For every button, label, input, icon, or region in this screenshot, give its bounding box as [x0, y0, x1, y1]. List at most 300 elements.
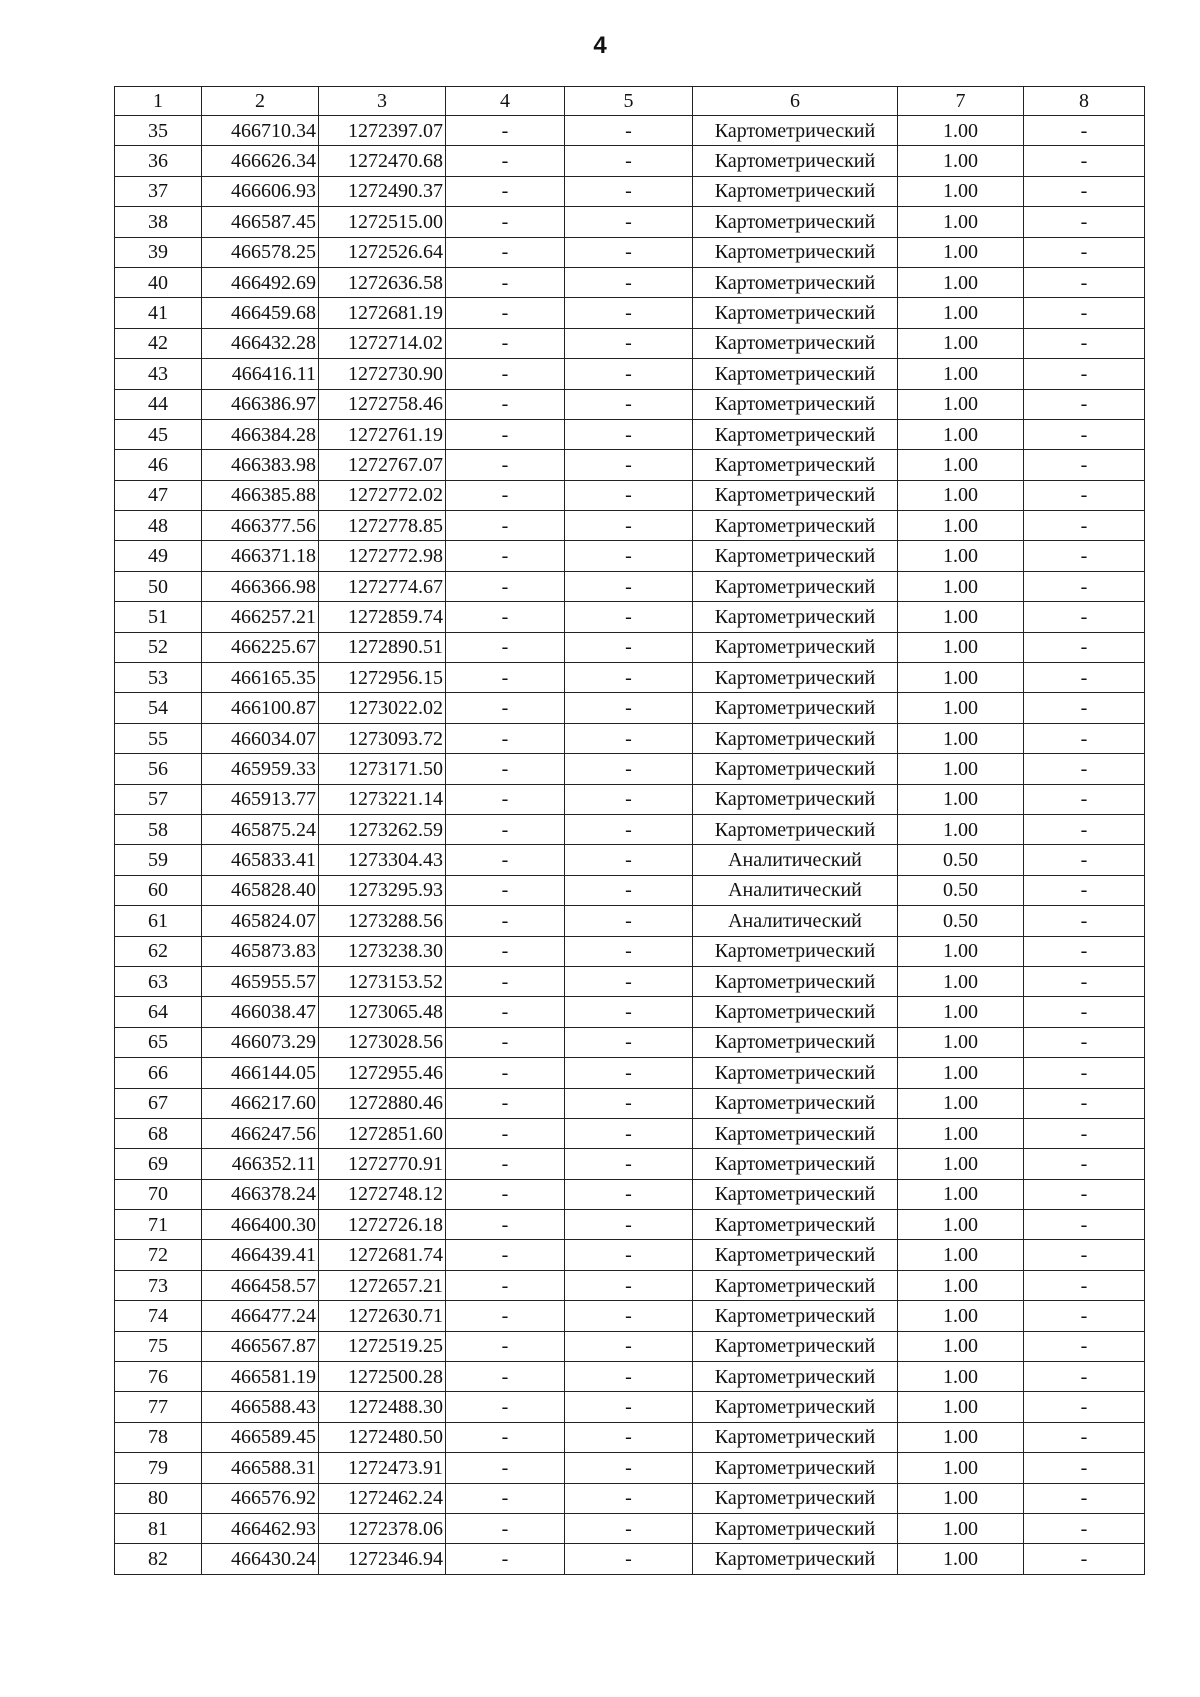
table-cell: -: [1024, 936, 1145, 966]
table-cell: -: [565, 693, 693, 723]
table-cell: 60: [115, 875, 202, 905]
table-row: [115, 784, 1145, 814]
table-cell: 1.00: [898, 997, 1024, 1027]
table-cell: 1273262.59: [319, 814, 446, 844]
table-cell: -: [1024, 541, 1145, 571]
table-cell: -: [565, 966, 693, 996]
table-cell: -: [446, 1027, 565, 1057]
table-cell: Аналитический: [693, 845, 898, 875]
table-cell: 59: [115, 845, 202, 875]
table-cell: -: [565, 1362, 693, 1392]
table-cell: -: [446, 784, 565, 814]
table-cell: Картометрический: [693, 1210, 898, 1240]
table-cell: 1272851.60: [319, 1118, 446, 1148]
table-cell: 1272681.74: [319, 1240, 446, 1270]
table-cell: -: [1024, 784, 1145, 814]
table-cell: 1272490.37: [319, 176, 446, 206]
table-cell: -: [1024, 116, 1145, 146]
table-cell: -: [1024, 267, 1145, 297]
table-cell: 1273288.56: [319, 906, 446, 936]
table-cell: Картометрический: [693, 480, 898, 510]
table-cell: Картометрический: [693, 936, 898, 966]
page-number: 4: [593, 32, 607, 59]
table-row: [115, 906, 1145, 936]
table-cell: 1273022.02: [319, 693, 446, 723]
table-cell: 1272890.51: [319, 632, 446, 662]
table-row: [115, 1544, 1145, 1574]
table-cell: 1273153.52: [319, 966, 446, 996]
column-header: 7: [898, 87, 1024, 116]
table-row: [115, 1118, 1145, 1148]
table-cell: -: [565, 1483, 693, 1513]
table-row: [115, 267, 1145, 297]
table-cell: -: [446, 116, 565, 146]
table-cell: -: [565, 1027, 693, 1057]
table-row: [115, 723, 1145, 753]
table-cell: -: [1024, 207, 1145, 237]
table-cell: 1272515.00: [319, 207, 446, 237]
table-cell: -: [446, 359, 565, 389]
table-cell: 63: [115, 966, 202, 996]
table-cell: 67: [115, 1088, 202, 1118]
table-cell: 80: [115, 1483, 202, 1513]
table-cell: -: [565, 1301, 693, 1331]
table-cell: Картометрический: [693, 237, 898, 267]
table-cell: 1272681.19: [319, 298, 446, 328]
table-row: [115, 1513, 1145, 1543]
table-cell: 466462.93: [202, 1513, 319, 1543]
table-cell: -: [565, 632, 693, 662]
table-cell: 466578.25: [202, 237, 319, 267]
table-cell: -: [1024, 1179, 1145, 1209]
table-cell: -: [565, 1240, 693, 1270]
table-cell: -: [446, 480, 565, 510]
table-cell: Картометрический: [693, 450, 898, 480]
table-cell: Картометрический: [693, 1483, 898, 1513]
table-cell: 466626.34: [202, 146, 319, 176]
table-row: [115, 1422, 1145, 1452]
table-cell: 1273238.30: [319, 936, 446, 966]
table-cell: -: [565, 723, 693, 753]
table-cell: 465828.40: [202, 875, 319, 905]
table-row: [115, 511, 1145, 541]
table-cell: 466458.57: [202, 1270, 319, 1300]
table-cell: -: [1024, 723, 1145, 753]
table-cell: 1.00: [898, 1422, 1024, 1452]
table-cell: -: [1024, 814, 1145, 844]
table-cell: -: [446, 1179, 565, 1209]
table-row: [115, 814, 1145, 844]
table-cell: Картометрический: [693, 328, 898, 358]
table-cell: -: [446, 814, 565, 844]
table-cell: 0.50: [898, 875, 1024, 905]
table-row: [115, 450, 1145, 480]
table-cell: -: [446, 571, 565, 601]
table-cell: -: [565, 298, 693, 328]
table-cell: 1.00: [898, 966, 1024, 996]
table-cell: 1.00: [898, 541, 1024, 571]
table-cell: -: [565, 936, 693, 966]
table-cell: 1272500.28: [319, 1362, 446, 1392]
table-cell: -: [565, 845, 693, 875]
table-cell: -: [446, 936, 565, 966]
table-cell: -: [446, 419, 565, 449]
table-cell: -: [446, 1513, 565, 1543]
table-cell: -: [1024, 1210, 1145, 1240]
table-cell: -: [1024, 997, 1145, 1027]
table-cell: -: [1024, 1240, 1145, 1270]
table-row: [115, 571, 1145, 601]
table-cell: 1.00: [898, 1210, 1024, 1240]
table-cell: -: [1024, 875, 1145, 905]
table-cell: 466416.11: [202, 359, 319, 389]
table-cell: 1.00: [898, 936, 1024, 966]
table-cell: 1272772.02: [319, 480, 446, 510]
table-cell: -: [446, 1422, 565, 1452]
table-cell: 35: [115, 116, 202, 146]
table-cell: 39: [115, 237, 202, 267]
table-cell: -: [565, 511, 693, 541]
table-cell: -: [1024, 1483, 1145, 1513]
table-cell: 1.00: [898, 1544, 1024, 1574]
table-cell: Картометрический: [693, 1058, 898, 1088]
table-cell: 1273171.50: [319, 754, 446, 784]
table-cell: 465833.41: [202, 845, 319, 875]
table-cell: 1273028.56: [319, 1027, 446, 1057]
table-cell: 465873.83: [202, 936, 319, 966]
table-cell: -: [565, 1331, 693, 1361]
table-cell: -: [446, 298, 565, 328]
table-cell: 65: [115, 1027, 202, 1057]
table-cell: 1.00: [898, 1301, 1024, 1331]
table-row: [115, 116, 1145, 146]
table-cell: 1.00: [898, 1149, 1024, 1179]
table-cell: 1272774.67: [319, 571, 446, 601]
table-cell: 466366.98: [202, 571, 319, 601]
table-cell: 1272714.02: [319, 328, 446, 358]
table-cell: 50: [115, 571, 202, 601]
table-cell: -: [446, 1392, 565, 1422]
table-cell: -: [446, 511, 565, 541]
table-cell: -: [446, 1270, 565, 1300]
table-cell: 1.00: [898, 1362, 1024, 1392]
table-cell: -: [1024, 328, 1145, 358]
table-cell: 53: [115, 663, 202, 693]
table-cell: -: [446, 328, 565, 358]
table-cell: Картометрический: [693, 1392, 898, 1422]
table-cell: Картометрический: [693, 632, 898, 662]
table-cell: -: [1024, 1392, 1145, 1422]
table-row: [115, 632, 1145, 662]
table-cell: 466034.07: [202, 723, 319, 753]
table-cell: Картометрический: [693, 359, 898, 389]
table-cell: -: [1024, 571, 1145, 601]
table-cell: 73: [115, 1270, 202, 1300]
table-header-row: [115, 87, 1145, 116]
table-cell: -: [1024, 1058, 1145, 1088]
table-cell: 465955.57: [202, 966, 319, 996]
table-cell: -: [446, 754, 565, 784]
table-row: [115, 875, 1145, 905]
table-cell: 1.00: [898, 176, 1024, 206]
table-cell: Картометрический: [693, 602, 898, 632]
table-cell: -: [446, 1058, 565, 1088]
table-cell: Картометрический: [693, 1240, 898, 1270]
table-row: [115, 419, 1145, 449]
table-cell: 1272636.58: [319, 267, 446, 297]
table-cell: 466352.11: [202, 1149, 319, 1179]
table-cell: -: [446, 1149, 565, 1179]
table-cell: 1.00: [898, 1058, 1024, 1088]
table-cell: -: [565, 541, 693, 571]
table-row: [115, 480, 1145, 510]
table-cell: -: [565, 997, 693, 1027]
table-cell: -: [446, 450, 565, 480]
table-cell: -: [1024, 237, 1145, 267]
table-cell: -: [565, 146, 693, 176]
table-cell: 40: [115, 267, 202, 297]
column-header: 5: [565, 87, 693, 116]
table-cell: 72: [115, 1240, 202, 1270]
table-cell: -: [565, 1179, 693, 1209]
table-row: [115, 1301, 1145, 1331]
table-cell: -: [565, 1118, 693, 1148]
table-cell: 1272859.74: [319, 602, 446, 632]
table-row: [115, 176, 1145, 206]
table-cell: -: [446, 1240, 565, 1270]
table-cell: 466217.60: [202, 1088, 319, 1118]
table-cell: 466432.28: [202, 328, 319, 358]
table-cell: 1.00: [898, 1179, 1024, 1209]
table-cell: Картометрический: [693, 176, 898, 206]
table-row: [115, 966, 1145, 996]
table-cell: 1272526.64: [319, 237, 446, 267]
table-cell: 54: [115, 693, 202, 723]
table-cell: -: [565, 1513, 693, 1543]
table-cell: -: [1024, 480, 1145, 510]
table-cell: Картометрический: [693, 1027, 898, 1057]
table-cell: -: [565, 1453, 693, 1483]
table-cell: Картометрический: [693, 116, 898, 146]
table-cell: 1272397.07: [319, 116, 446, 146]
table-cell: 68: [115, 1118, 202, 1148]
table-cell: Картометрический: [693, 1088, 898, 1118]
table-cell: -: [565, 1544, 693, 1574]
table-cell: 1.00: [898, 1088, 1024, 1118]
table-cell: 466073.29: [202, 1027, 319, 1057]
table-cell: -: [565, 116, 693, 146]
table-cell: -: [1024, 693, 1145, 723]
table-cell: Картометрический: [693, 1301, 898, 1331]
table-cell: Картометрический: [693, 267, 898, 297]
table-cell: -: [1024, 146, 1145, 176]
table-cell: -: [446, 541, 565, 571]
table-cell: 42: [115, 328, 202, 358]
table-cell: 1272657.21: [319, 1270, 446, 1300]
table-cell: Картометрический: [693, 814, 898, 844]
table-cell: 466383.98: [202, 450, 319, 480]
table-cell: 1.00: [898, 359, 1024, 389]
table-cell: -: [446, 1088, 565, 1118]
column-header: 3: [319, 87, 446, 116]
table-cell: -: [565, 176, 693, 206]
table-cell: Аналитический: [693, 875, 898, 905]
table-cell: Картометрический: [693, 723, 898, 753]
table-cell: -: [565, 359, 693, 389]
table-cell: -: [1024, 906, 1145, 936]
table-cell: 56: [115, 754, 202, 784]
table-cell: Картометрический: [693, 997, 898, 1027]
table-row: [115, 541, 1145, 571]
table-cell: 70: [115, 1179, 202, 1209]
table-cell: -: [1024, 389, 1145, 419]
table-cell: -: [446, 997, 565, 1027]
table-cell: 1272346.94: [319, 1544, 446, 1574]
table-row: [115, 207, 1145, 237]
table-cell: 466386.97: [202, 389, 319, 419]
table-row: [115, 663, 1145, 693]
table-cell: -: [565, 1088, 693, 1118]
table-cell: -: [1024, 1270, 1145, 1300]
table-cell: Картометрический: [693, 571, 898, 601]
table-row: [115, 1027, 1145, 1057]
table-cell: 36: [115, 146, 202, 176]
table-cell: -: [1024, 1331, 1145, 1361]
table-cell: 466588.31: [202, 1453, 319, 1483]
table-cell: -: [565, 450, 693, 480]
table-cell: 466477.24: [202, 1301, 319, 1331]
table-cell: -: [446, 1453, 565, 1483]
table-cell: 466257.21: [202, 602, 319, 632]
table-body: [115, 116, 1145, 1575]
table-cell: -: [446, 906, 565, 936]
table-cell: -: [565, 1058, 693, 1088]
table-cell: 466589.45: [202, 1422, 319, 1452]
table-cell: 81: [115, 1513, 202, 1543]
table-cell: -: [1024, 1088, 1145, 1118]
table-cell: -: [565, 1422, 693, 1452]
table-cell: -: [446, 602, 565, 632]
column-header: 4: [446, 87, 565, 116]
table-cell: -: [446, 1210, 565, 1240]
table-cell: 1272473.91: [319, 1453, 446, 1483]
table-cell: -: [446, 1544, 565, 1574]
table-cell: -: [1024, 1301, 1145, 1331]
table-row: [115, 1362, 1145, 1392]
table-cell: 466165.35: [202, 663, 319, 693]
table-cell: -: [1024, 1453, 1145, 1483]
table-cell: -: [565, 328, 693, 358]
table-cell: 75: [115, 1331, 202, 1361]
table-cell: 1.00: [898, 571, 1024, 601]
table-row: [115, 1088, 1145, 1118]
table-cell: 1273304.43: [319, 845, 446, 875]
table-cell: 465824.07: [202, 906, 319, 936]
table-cell: 1272726.18: [319, 1210, 446, 1240]
table-row: [115, 602, 1145, 632]
table-cell: 1272630.71: [319, 1301, 446, 1331]
table-cell: 1.00: [898, 1270, 1024, 1300]
table-cell: 466144.05: [202, 1058, 319, 1088]
table-row: [115, 389, 1145, 419]
table-cell: Картометрический: [693, 1149, 898, 1179]
table-cell: 466439.41: [202, 1240, 319, 1270]
table-cell: 1.00: [898, 814, 1024, 844]
table-cell: 1272462.24: [319, 1483, 446, 1513]
table-cell: 41: [115, 298, 202, 328]
table-row: [115, 997, 1145, 1027]
table-cell: 61: [115, 906, 202, 936]
column-header: 8: [1024, 87, 1145, 116]
table-cell: 57: [115, 784, 202, 814]
table-cell: -: [446, 632, 565, 662]
table-row: [115, 693, 1145, 723]
table-cell: -: [1024, 176, 1145, 206]
table-cell: -: [565, 1210, 693, 1240]
table-cell: 43: [115, 359, 202, 389]
table-cell: -: [565, 389, 693, 419]
table-cell: 1272955.46: [319, 1058, 446, 1088]
table-cell: 1.00: [898, 1483, 1024, 1513]
table-cell: 1273221.14: [319, 784, 446, 814]
table-cell: 64: [115, 997, 202, 1027]
table-cell: Картометрический: [693, 1362, 898, 1392]
table-row: [115, 845, 1145, 875]
table-cell: 1.00: [898, 480, 1024, 510]
table-cell: -: [565, 754, 693, 784]
table-cell: -: [1024, 419, 1145, 449]
table-cell: Картометрический: [693, 146, 898, 176]
table-cell: 466384.28: [202, 419, 319, 449]
table-cell: 79: [115, 1453, 202, 1483]
table-row: [115, 1483, 1145, 1513]
table-row: [115, 237, 1145, 267]
table-cell: -: [446, 966, 565, 996]
table-row: [115, 359, 1145, 389]
table-cell: 466225.67: [202, 632, 319, 662]
table-cell: 466247.56: [202, 1118, 319, 1148]
table-cell: Картометрический: [693, 663, 898, 693]
table-cell: -: [1024, 966, 1145, 996]
table-cell: 1.00: [898, 116, 1024, 146]
table-row: [115, 1270, 1145, 1300]
table-cell: 1.00: [898, 602, 1024, 632]
table-cell: 1272470.68: [319, 146, 446, 176]
table-cell: -: [565, 906, 693, 936]
table-cell: 1272778.85: [319, 511, 446, 541]
table-cell: -: [1024, 298, 1145, 328]
table-cell: -: [565, 267, 693, 297]
table-cell: Картометрический: [693, 1453, 898, 1483]
table-cell: 58: [115, 814, 202, 844]
table-cell: 1.00: [898, 146, 1024, 176]
table-cell: 1.00: [898, 298, 1024, 328]
table-row: [115, 754, 1145, 784]
table-cell: 0.50: [898, 845, 1024, 875]
table-cell: 1.00: [898, 693, 1024, 723]
table-cell: -: [446, 1362, 565, 1392]
table-cell: 1.00: [898, 723, 1024, 753]
table-cell: Картометрический: [693, 298, 898, 328]
table-row: [115, 1149, 1145, 1179]
table-cell: -: [446, 176, 565, 206]
table-row: [115, 1240, 1145, 1270]
table-cell: 465959.33: [202, 754, 319, 784]
table-cell: 66: [115, 1058, 202, 1088]
table-cell: Картометрический: [693, 389, 898, 419]
table-cell: 1.00: [898, 237, 1024, 267]
table-cell: 1.00: [898, 1513, 1024, 1543]
